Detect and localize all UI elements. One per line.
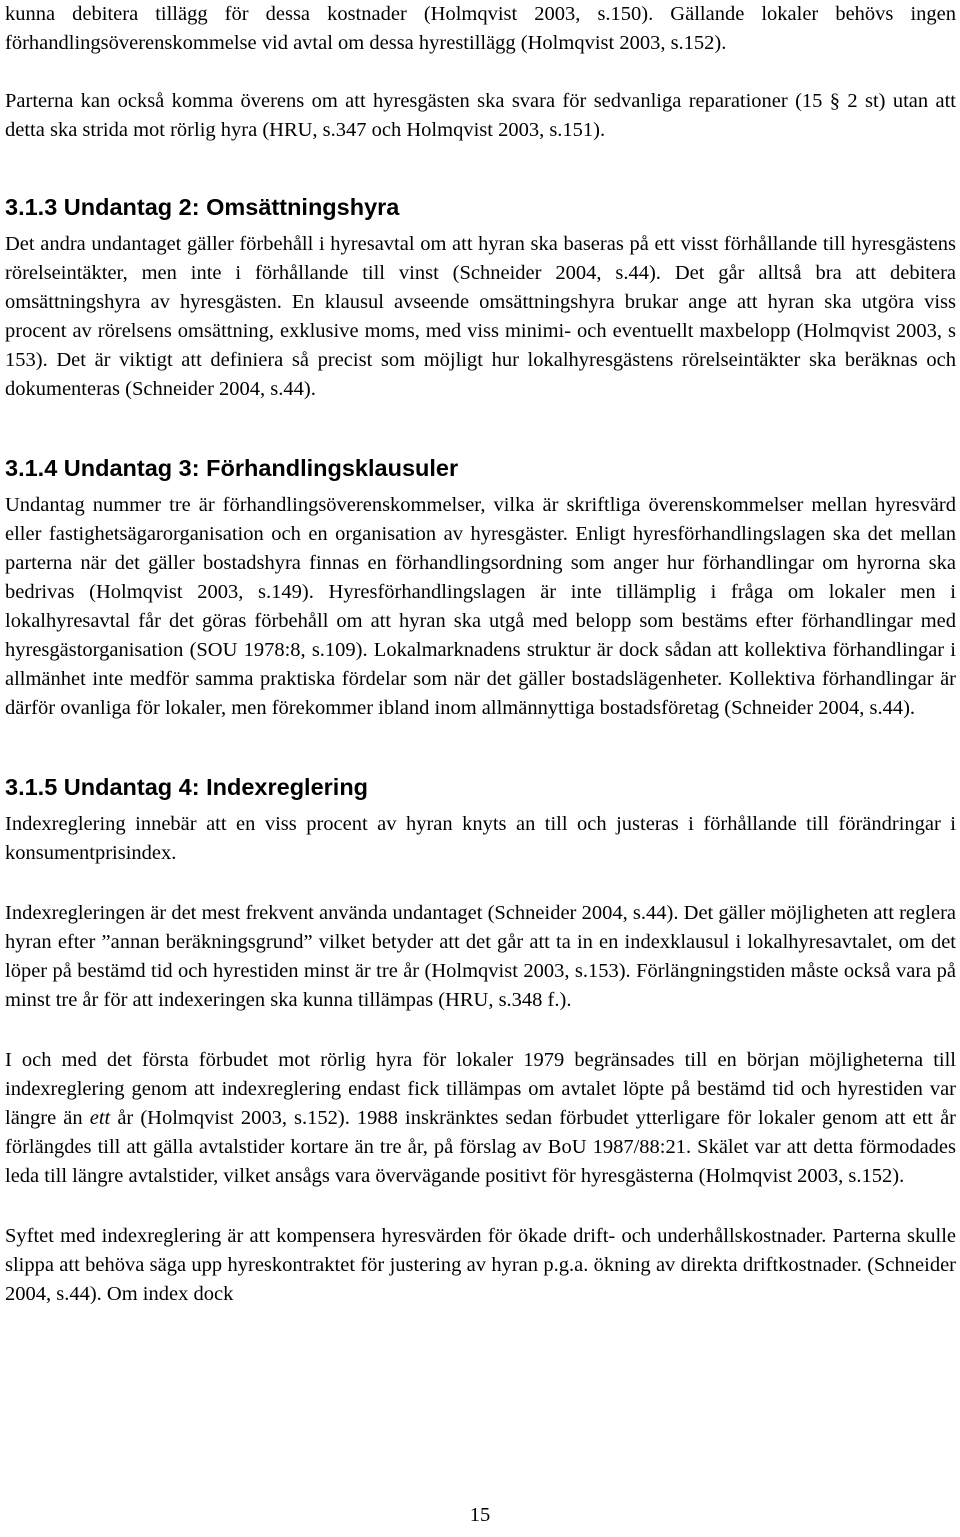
paragraph-3-text-before: I och med det första förbudet mot rörlig hyra för lokaler 1979 begränsades till en början möjligheterna till indexreglering genom att indexreglering endast fick tillämpas om avtalet löpte på bestämd tid och hyrestiden var längre än — [5, 1049, 956, 1129]
page-number: 15 — [469, 1504, 491, 1526]
section-3-1-5-paragraph-3 — [5, 1046, 956, 1191]
section-3-1-3-paragraph-1: Det andra undantaget gäller förbehåll i hyresavtal om att hyran ska baseras på ett visst förhållande till hyresgästens rörelseintäkter, men inte i förhållande till vinst (Schneider 2004, s.44). Det går alltså bra att debitera omsättningshyra av hyresgästen. En klausul avseende omsättningshyra brukar ange att hyran ska utgöra viss procent av rörelsens omsättning, exklusive moms, med viss minimi- och eventuellt maxbelopp (Holmqvist 2003, s 153). Det är viktigt att definiera så precist som möjligt hur lokalhyresgästens rörelseintäkter ska beräknas och dokumenteras (Schneider 2004, s.44). — [5, 233, 956, 400]
paragraph-3-text-after: år (Holmqvist 2003, s.152). 1988 inskränktes sedan förbudet ytterligare för lokaler genom att ett år förlängdes till att gälla avtalstider kortare än tre år, på förslag av BoU 1987/88:21. Skälet var att detta förmodades leda till längre avtalstider, vilket ansågs vara övervägande positivt för hyresgästerna (Holmqvist 2003, s.152). — [5, 1107, 956, 1187]
intro-paragraph-2: Parterna kan också komma överens om att hyresgästen ska svara för sedvanliga reparationer (15 § 2 st) utan att detta ska strida mot rörlig hyra (HRU, s.347 och Holmqvist 2003, s.151). — [5, 90, 956, 141]
section-3-1-5-paragraph-4: Syftet med indexreglering är att kompensera hyresvärden för ökade drift- och underhållskostnader. Parterna skulle slippa att behöva säga upp hyreskontraktet för justering av hyran p.g.a. ökning av direkta driftkostnader. (Schneider 2004, s.44). Om index dock — [5, 1225, 956, 1305]
section-heading-3-1-3: 3.1.3 Undantag 2: Omsättningshyra — [5, 194, 400, 220]
section-heading-3-1-5: 3.1.5 Undantag 4: Indexreglering — [5, 774, 369, 800]
section-3-1-5-paragraph-2: Indexregleringen är det mest frekvent använda undantaget (Schneider 2004, s.44). Det gäller möjligheten att reglera hyran efter ”annan beräkningsgrund” vilket betyder att det går att ta in en indexklausul i lokalhyresavtalet, om det löper på bestämd tid och hyrestiden minst är tre år (Holmqvist 2003, s.153). Förlängningstiden måste också vara på minst tre år för att indexeringen ska kunna tillämpas (HRU, s.348 f.). — [5, 902, 956, 1011]
section-3-1-5-paragraph-1: Indexreglering innebär att en viss procent av hyran knyts an till och justeras i förhållande till förändringar i konsumentprisindex. — [5, 813, 956, 864]
section-3-1-4-paragraph-1: Undantag nummer tre är förhandlingsöverenskommelser, vilka är skriftliga överenskommelser mellan hyresvärd eller fastighetsägarorganisation och en organisation av hyresgäster. Enligt hyresförhandlingslagen ska det mellan parterna när det gäller bostadshyra finnas en förhandlingsordning som anger hur förhandlingar om hyrorna ska bedrivas (Holmqvist 2003, s.149). Hyresförhandlingslagen är inte tillämplig i fråga om lokaler men i lokalhyresavtal får det göras förbehåll om att hyran ska utgå med belopp som bestäms efter förhandlingar med hyresgästorganisation (SOU 1978:8, s.109). Lokalmarknadens struktur är dock sådan att kollektiva förhandlingar i allmänhet inte medför samma praktiska fördelar som när det gäller bostadslägenheter. Kollektiva förhandlingar är därför ovanliga för lokaler, men förekommer ibland inom allmännyttiga bostadsföretag (Schneider 2004, s.44). — [5, 494, 956, 719]
section-heading-3-1-4: 3.1.4 Undantag 3: Förhandlingsklausuler — [5, 455, 459, 481]
intro-paragraph-1: kunna debitera tillägg för dessa kostnader (Holmqvist 2003, s.150). Gällande lokaler behövs ingen förhandlingsöverenskommelse vid avtal om dessa hyrestillägg (Holmqvist 2003, s.152). — [5, 3, 956, 54]
paragraph-3-emphasis: ett — [89, 1107, 111, 1129]
